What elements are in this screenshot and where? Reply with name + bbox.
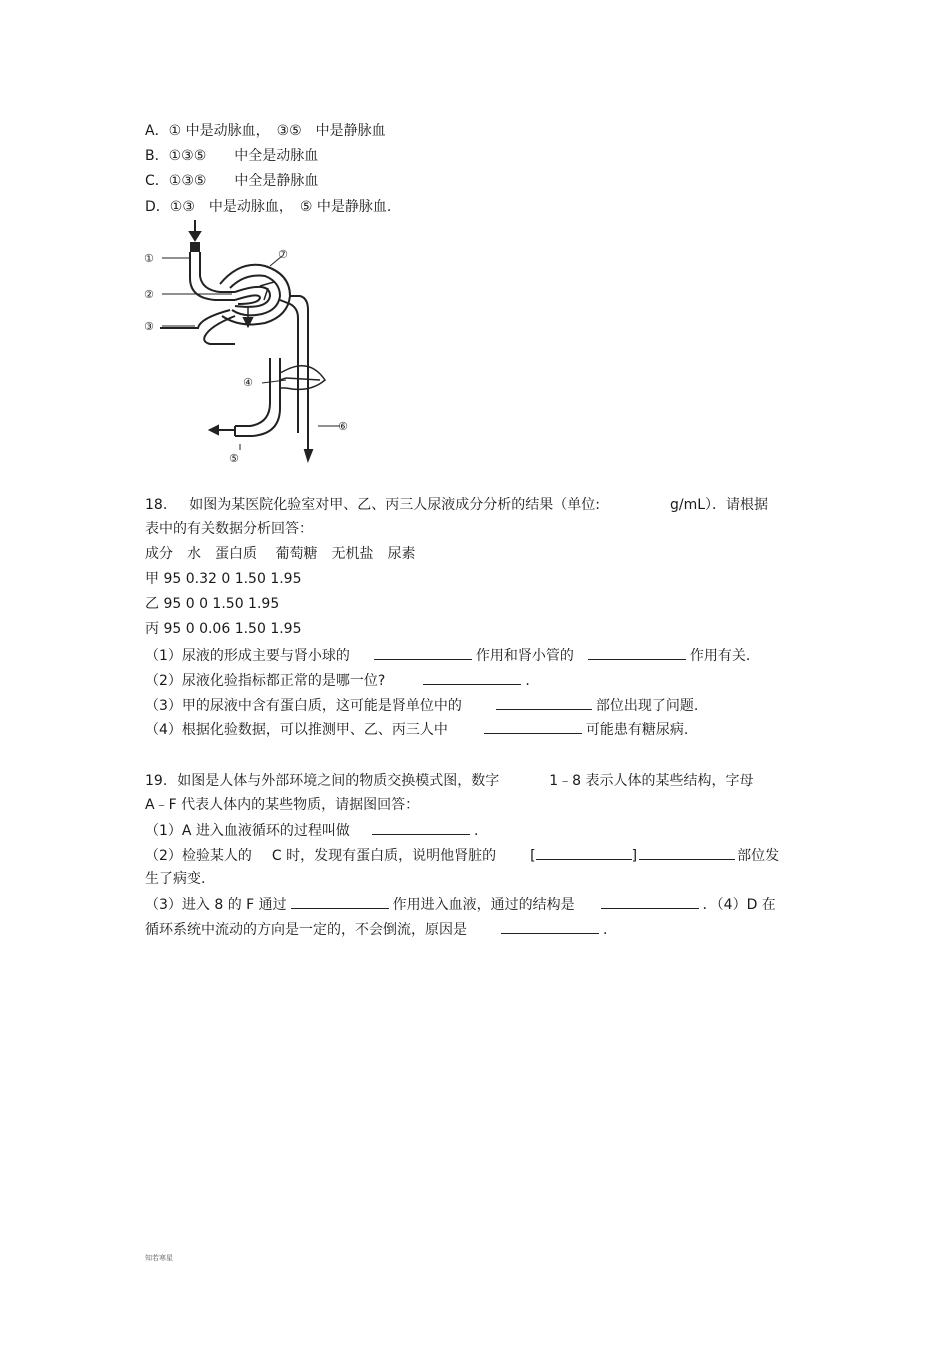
q19-sub3-line2-period: .	[603, 922, 608, 938]
q19-sub3-text-b: 作用进入血液，通过的结构是	[392, 897, 575, 913]
q18-sub3-text-b: 部位出现了问题.	[595, 698, 699, 714]
q19-number: 19.	[145, 773, 168, 789]
label-5: ⑤	[229, 452, 239, 465]
option-c-letter: C．	[145, 173, 169, 189]
option-b	[145, 147, 318, 165]
label-4: ④	[243, 376, 253, 389]
q18-sub1-text-c: 作用有关.	[689, 648, 751, 664]
q19-sub2-line2: 生了病变.	[145, 871, 206, 887]
q19-stem	[145, 772, 754, 790]
q18-sub4-text-b: 可能患有糖尿病.	[585, 722, 689, 738]
q19-sub3-text: （3）进入 8 的 F 通过	[145, 897, 287, 913]
label-2: ②	[144, 288, 154, 301]
q19-sub1-text: （1）A 进入血液循环的过程叫做	[145, 823, 350, 839]
q18-sub3	[145, 695, 698, 715]
q18-sub1-text-b: 作用和肾小管的	[475, 648, 574, 664]
answer-blank[interactable]	[501, 919, 599, 934]
q19-sub2-text-e: 部位发	[737, 848, 780, 864]
answer-blank[interactable]	[496, 695, 592, 710]
q18-sub2-period: .	[525, 673, 530, 689]
q19-sub1	[145, 820, 478, 840]
q18-stem-text: 如图为某医院化验室对甲、乙、丙三人尿液成分分析的结果（单位:	[189, 497, 600, 513]
q18-sub2	[145, 670, 530, 690]
q18-sub1-text: （1）尿液的形成主要与肾小球的	[145, 648, 350, 664]
q18-table-row: 丙 95 0 0.06 1.50 1.95	[145, 621, 302, 637]
q19-stem-text-b: 1﹣8 表示人体的某些结构，字母	[549, 773, 754, 789]
option-a-text: ① 中是动脉血， ③⑤ 中是静脉血	[168, 123, 386, 139]
answer-blank[interactable]	[601, 894, 699, 909]
option-c-text: ①③⑤ 中全是静脉血	[168, 173, 319, 189]
answer-blank[interactable]	[423, 670, 521, 685]
q19-sub3-line2-text: 循环系统中流动的方向是一定的，不会倒流，原因是	[145, 922, 467, 938]
q18-sub2-text: （2）尿液化验指标都正常的是哪一位?	[145, 673, 386, 689]
option-d-text: ①③ 中是动脉血， ⑤ 中是静脉血.	[169, 199, 392, 215]
option-a	[145, 122, 386, 140]
q18-sub4-text: （4）根据化验数据，可以推测甲、乙、丙三人中	[145, 722, 448, 738]
footer-text: 知若寒星	[145, 1254, 173, 1262]
q19-sub1-period: .	[473, 823, 479, 839]
label-1: ①	[144, 252, 154, 265]
option-c	[145, 172, 318, 190]
q19-sub2-bracket-close: ]	[631, 848, 638, 864]
q19-stem-text: 如图是人体与外部环境之间的物质交换模式图，数字	[177, 773, 500, 789]
option-a-letter: A．	[145, 123, 169, 139]
q18-table-row: 乙 95 0 0 1.50 1.95	[145, 596, 280, 612]
answer-blank[interactable]	[372, 820, 470, 835]
answer-blank[interactable]	[588, 645, 686, 660]
q18-number: 18.	[145, 497, 168, 513]
q18-table-header: 成分 水 蛋白质 葡萄糖 无机盐 尿素	[145, 546, 416, 562]
nephron-diagram	[140, 218, 360, 468]
answer-blank[interactable]	[639, 845, 735, 860]
q19-sub2-bracket-open: [	[530, 848, 536, 864]
q18-sub3-text: （3）甲的尿液中含有蛋白质，这可能是肾单位中的	[145, 698, 462, 714]
option-b-text: ①③⑤ 中全是动脉血	[168, 148, 319, 164]
answer-blank[interactable]	[374, 645, 472, 660]
answer-blank[interactable]	[291, 894, 389, 909]
q19-sub2-text: （2）检验某人的	[145, 848, 252, 864]
answer-blank[interactable]	[484, 719, 582, 734]
q18-sub1	[145, 645, 750, 665]
q18-sub4	[145, 719, 688, 739]
q19-sub3	[145, 894, 776, 914]
q19-sub3-text-c: ．（4）D 在	[702, 897, 776, 913]
option-d-letter: D．	[145, 199, 170, 215]
q18-unit: g/mL）．请根据	[669, 497, 769, 513]
q19-sub2-text-b: C 时，发现有蛋白质，说明他肾脏的	[271, 848, 497, 864]
label-7: ⑦	[278, 248, 288, 261]
label-6: ⑥	[338, 420, 348, 433]
q18-table-row: 甲 95 0.32 0 1.50 1.95	[145, 571, 302, 587]
label-3: ③	[144, 320, 154, 333]
option-d	[145, 198, 391, 216]
q18-stem	[145, 496, 768, 514]
answer-blank[interactable]	[536, 845, 632, 860]
q19-sub2	[145, 845, 779, 865]
q19-stem-line2: A﹣F 代表人体内的某些物质，请据图回答：	[145, 797, 420, 813]
option-b-letter: B．	[145, 148, 169, 164]
q19-sub3-line2	[145, 919, 607, 939]
q18-stem-line2: 表中的有关数据分析回答：	[145, 521, 313, 537]
